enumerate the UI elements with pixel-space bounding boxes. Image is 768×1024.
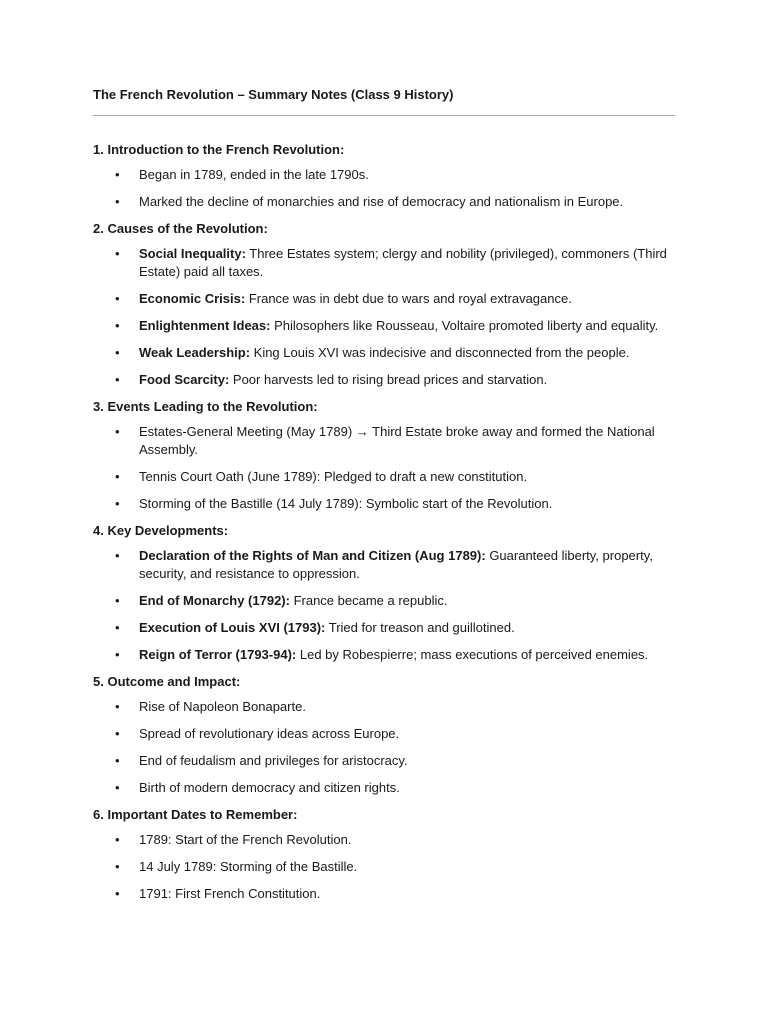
bullet-text: Marked the decline of monarchies and rise of democracy and nationalism in Europe. bbox=[139, 194, 624, 209]
section-heading: 6. Important Dates to Remember: bbox=[93, 807, 298, 822]
bullet-term: Execution of Louis XVI (1793): bbox=[139, 620, 326, 635]
bullet-text: France was in debt due to wars and royal extravagance. bbox=[245, 291, 572, 306]
list-item bbox=[93, 317, 675, 335]
list-item bbox=[93, 619, 675, 637]
bullet-icon: • bbox=[115, 496, 120, 511]
bullet-text: End of feudalism and privileges for aristocracy. bbox=[139, 753, 408, 768]
bullet-icon: • bbox=[115, 291, 120, 306]
list-item bbox=[93, 423, 675, 459]
list-item bbox=[93, 592, 675, 610]
bullet-text: Philosophers like Rousseau, Voltaire promoted liberty and equality. bbox=[270, 318, 659, 333]
bullet-text: Poor harvests led to rising bread prices and starvation. bbox=[229, 372, 548, 387]
list-item bbox=[93, 468, 675, 486]
bullet-list bbox=[93, 423, 675, 513]
bullet-term: Enlightenment Ideas: bbox=[139, 318, 271, 333]
bullet-icon: • bbox=[115, 886, 120, 901]
bullet-term: Declaration of the Rights of Man and Citizen (Aug 1789): bbox=[139, 548, 486, 563]
bullet-icon: • bbox=[115, 345, 120, 360]
list-item bbox=[93, 752, 675, 770]
bullet-text: Spread of revolutionary ideas across Europe. bbox=[139, 726, 400, 741]
bullet-term: Food Scarcity: bbox=[139, 372, 230, 387]
list-item bbox=[93, 290, 675, 308]
bullet-icon: • bbox=[115, 548, 120, 563]
bullet-icon: • bbox=[115, 620, 120, 635]
section-heading: 1. Introduction to the French Revolution: bbox=[93, 142, 345, 157]
bullet-list bbox=[93, 547, 675, 664]
bullet-icon: • bbox=[115, 167, 120, 182]
section-heading: 2. Causes of the Revolution: bbox=[93, 221, 268, 236]
bullet-list bbox=[93, 698, 675, 797]
bullet-list bbox=[93, 245, 675, 389]
bullet-icon: • bbox=[115, 780, 120, 795]
bullet-text: Guaranteed liberty, property, security, and resistance to oppression. bbox=[139, 548, 653, 581]
bullet-text: Birth of modern democracy and citizen rights. bbox=[139, 780, 400, 795]
document-title: The French Revolution – Summary Notes (Class 9 History) bbox=[93, 87, 454, 102]
bullet-icon: • bbox=[115, 726, 120, 741]
list-item bbox=[93, 779, 675, 797]
bullet-icon: • bbox=[115, 469, 120, 484]
bullet-text: France became a republic. bbox=[289, 593, 448, 608]
bullet-icon: • bbox=[115, 246, 120, 261]
bullet-icon: • bbox=[115, 832, 120, 847]
bullet-text: 14 July 1789: Storming of the Bastille. bbox=[139, 859, 358, 874]
bullet-text: Estates-General Meeting (May 1789) → Third Estate broke away and formed the National Assembly. bbox=[139, 424, 655, 457]
section-heading: 4. Key Developments: bbox=[93, 523, 229, 538]
bullet-icon: • bbox=[115, 424, 120, 439]
list-item bbox=[93, 193, 675, 211]
bullet-text: 1789: Start of the French Revolution. bbox=[139, 832, 352, 847]
bullet-icon: • bbox=[115, 372, 120, 387]
list-item bbox=[93, 371, 675, 389]
bullet-term: Reign of Terror (1793-94): bbox=[139, 647, 297, 662]
bullet-list bbox=[93, 831, 675, 903]
bullet-text: Three Estates system; clergy and nobility (privileged), commoners (Third Estate) paid all taxes. bbox=[139, 246, 667, 279]
list-item bbox=[93, 547, 675, 583]
section-heading: 3. Events Leading to the Revolution: bbox=[93, 399, 318, 414]
bullet-text: King Louis XVI was indecisive and disconnected from the people. bbox=[250, 345, 630, 360]
bullet-text: Rise of Napoleon Bonaparte. bbox=[139, 699, 306, 714]
title-divider bbox=[93, 115, 675, 116]
list-item bbox=[93, 166, 675, 184]
bullet-icon: • bbox=[115, 194, 120, 209]
document-body bbox=[93, 141, 675, 912]
bullet-text: Tennis Court Oath (June 1789): Pledged to draft a new constitution. bbox=[139, 469, 528, 484]
bullet-list bbox=[93, 166, 675, 211]
bullet-term: End of Monarchy (1792): bbox=[139, 593, 290, 608]
bullet-text: Storming of the Bastille (14 July 1789): Symbolic start of the Revolution. bbox=[139, 496, 553, 511]
section bbox=[93, 806, 675, 903]
bullet-icon: • bbox=[115, 647, 120, 662]
list-item bbox=[93, 725, 675, 743]
bullet-term: Weak Leadership: bbox=[139, 345, 251, 360]
bullet-icon: • bbox=[115, 699, 120, 714]
bullet-text: Tried for treason and guillotined. bbox=[325, 620, 515, 635]
list-item bbox=[93, 858, 675, 876]
section bbox=[93, 398, 675, 513]
bullet-icon: • bbox=[115, 859, 120, 874]
section-heading: 5. Outcome and Impact: bbox=[93, 674, 241, 689]
bullet-text: Led by Robespierre; mass executions of perceived enemies. bbox=[296, 647, 649, 662]
list-item bbox=[93, 344, 675, 362]
section bbox=[93, 141, 675, 211]
section bbox=[93, 522, 675, 664]
list-item bbox=[93, 646, 675, 664]
bullet-term: Economic Crisis: bbox=[139, 291, 246, 306]
bullet-text: 1791: First French Constitution. bbox=[139, 886, 321, 901]
list-item bbox=[93, 831, 675, 849]
bullet-icon: • bbox=[115, 593, 120, 608]
bullet-text: Began in 1789, ended in the late 1790s. bbox=[139, 167, 369, 182]
section bbox=[93, 673, 675, 797]
list-item bbox=[93, 885, 675, 903]
bullet-icon: • bbox=[115, 318, 120, 333]
bullet-term: Social Inequality: bbox=[139, 246, 246, 261]
list-item bbox=[93, 698, 675, 716]
bullet-icon: • bbox=[115, 753, 120, 768]
list-item bbox=[93, 245, 675, 281]
list-item bbox=[93, 495, 675, 513]
section bbox=[93, 220, 675, 389]
